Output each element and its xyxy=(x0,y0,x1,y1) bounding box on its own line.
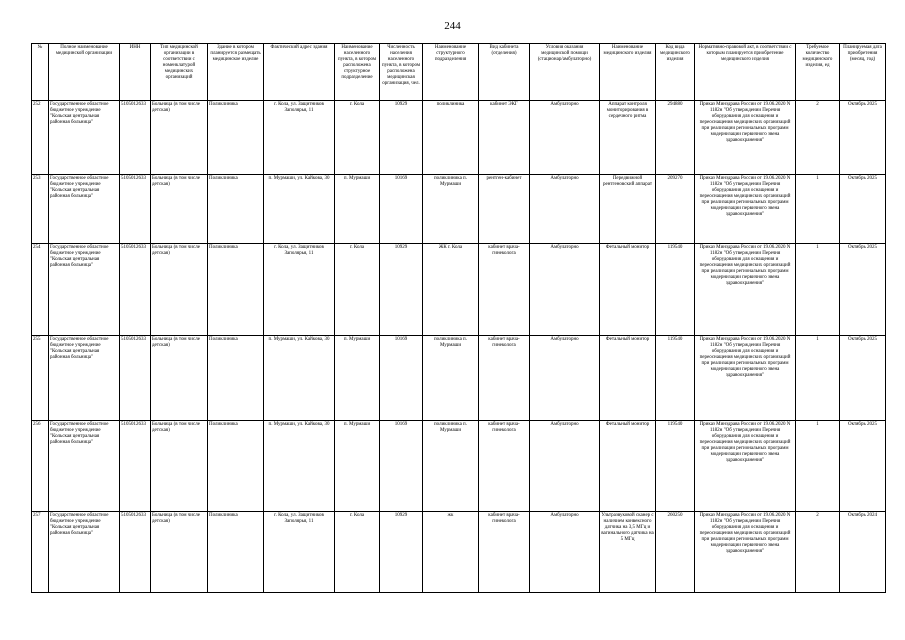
device-code: 119540 xyxy=(656,244,695,336)
building: Поликлиника xyxy=(208,244,264,336)
organization-name: Государственное областное бюджетное учреждение "Кольская центральная районная больница" xyxy=(49,512,120,593)
care-conditions: Амбулаторно xyxy=(530,336,600,421)
address: г. Кола, ул. Защитников Заполярья, 11 xyxy=(264,512,335,593)
settlement: г. Кола xyxy=(335,101,380,175)
population: 10169 xyxy=(380,421,423,512)
inn: 5105012633 xyxy=(120,336,151,421)
table-row xyxy=(32,421,886,512)
cabinet-type: кабинет врача-гинеколога xyxy=(479,336,530,421)
organization-name: Государственное областное бюджетное учреждение "Кольская центральная районная больница" xyxy=(49,175,120,244)
table-row xyxy=(32,336,886,421)
row-number: 253 xyxy=(32,175,49,244)
column-header: № xyxy=(32,44,49,101)
address: п. Мурмаши, ул. Кайкова, 30 xyxy=(264,175,335,244)
address: г. Кола, ул. Защитников Заполярья, 11 xyxy=(264,244,335,336)
device-name: Ультразвуковой сканер с наличием конвексного датчика на 3,5 МГц и вагинального датчика на 5 МГц xyxy=(600,512,656,593)
organization-name: Государственное областное бюджетное учреждение "Кольская центральная районная больница" xyxy=(49,336,120,421)
inn: 5105012633 xyxy=(120,512,151,593)
equipment-table xyxy=(31,43,886,593)
device-code: 294880 xyxy=(656,101,695,175)
building: Поликлиника xyxy=(208,175,264,244)
organization-name: Государственное областное бюджетное учреждение "Кольская центральная районная больница" xyxy=(49,101,120,175)
address: п. Мурмаши, ул. Кайкова, 30 xyxy=(264,336,335,421)
device-code: 209270 xyxy=(656,175,695,244)
row-number: 252 xyxy=(32,101,49,175)
organization-type: Больница (в том числе детская) xyxy=(151,336,208,421)
settlement: г. Кола xyxy=(335,244,380,336)
cabinet-type: кабинет ЭКГ xyxy=(479,101,530,175)
column-header: Фактический адрес здания xyxy=(264,44,335,101)
cabinet-type: рентген-кабинет xyxy=(479,175,530,244)
settlement: п. Мурмаши xyxy=(335,336,380,421)
quantity: 1 xyxy=(796,336,840,421)
column-header: Наименование населенного пункта, в котором расположена структурное подразделение xyxy=(335,44,380,101)
table-header-row xyxy=(32,44,886,101)
column-header: Требуемое количество медицинского изделия, ед xyxy=(796,44,840,101)
settlement: г. Кола xyxy=(335,512,380,593)
inn: 5105012633 xyxy=(120,175,151,244)
device-code: 119540 xyxy=(656,421,695,512)
quantity: 1 xyxy=(796,244,840,336)
care-conditions: Амбулаторно xyxy=(530,512,600,593)
building: Поликлиника xyxy=(208,421,264,512)
column-header: Планируемая дата приобретения (месяц, год) xyxy=(840,44,886,101)
column-header: Полное наименование медицинской организации xyxy=(49,44,120,101)
inn: 5105012633 xyxy=(120,101,151,175)
page-number: 244 xyxy=(444,20,461,32)
device-name: Передвижной рентгеновский аппарат xyxy=(600,175,656,244)
row-number: 256 xyxy=(32,421,49,512)
subdivision: поликлиника п. Мурмаши xyxy=(423,421,479,512)
population: 10929 xyxy=(380,244,423,336)
subdivision: поликлиника п. Мурмаши xyxy=(423,336,479,421)
device-name: Фетальный монитор xyxy=(600,244,656,336)
building: Поликлиника xyxy=(208,101,264,175)
legal-act: Приказ Минздрава России от 19.06.2020 N 1182н "Об утверждении Перечня оборудования для оснащения и переоснащения медицинских организаций при реализации региональных программ модернизации первичного звена здравоохранения" xyxy=(695,336,796,421)
subdivision: жк xyxy=(423,512,479,593)
population: 10169 xyxy=(380,336,423,421)
cabinet-type: кабинет врача-гинеколога xyxy=(479,512,530,593)
organization-type: Больница (в том числе детская) xyxy=(151,421,208,512)
table-row xyxy=(32,175,886,244)
purchase-date: Октябрь 2025 xyxy=(840,244,886,336)
population: 10929 xyxy=(380,101,423,175)
row-number: 254 xyxy=(32,244,49,336)
quantity: 2 xyxy=(796,101,840,175)
table-row xyxy=(32,244,886,336)
column-header: Вид кабинета (отделения) xyxy=(479,44,530,101)
device-code: 119540 xyxy=(656,336,695,421)
purchase-date: Октябрь 2025 xyxy=(840,175,886,244)
table-row xyxy=(32,512,886,593)
inn: 5105012633 xyxy=(120,244,151,336)
legal-act: Приказ Минздрава России от 19.06.2020 N 1182н "Об утверждении Перечня оборудования для оснащения и переоснащения медицинских организаций при реализации региональных программ модернизации первичного звена здравоохранения" xyxy=(695,421,796,512)
device-name: Фетальный монитор xyxy=(600,421,656,512)
column-header: ИНН xyxy=(120,44,151,101)
column-header: Наименование медицинского изделия xyxy=(600,44,656,101)
legal-act: Приказ Минздрава России от 19.06.2020 N 1182н "Об утверждении Перечня оборудования для оснащения и переоснащения медицинских организаций при реализации региональных программ модернизации первичного звена здравоохранения" xyxy=(695,175,796,244)
purchase-date: Октябрь 2025 xyxy=(840,336,886,421)
organization-type: Больница (в том числе детская) xyxy=(151,175,208,244)
purchase-date: Октябрь 2024 xyxy=(840,512,886,593)
device-name: Фетальный монитор xyxy=(600,336,656,421)
legal-act: Приказ Минздрава России от 19.06.2020 N 1182н "Об утверждении Перечня оборудования для оснащения и переоснащения медицинских организаций при реализации региональных программ модернизации первичного звена здравоохранения" xyxy=(695,512,796,593)
column-header: Здание в котором планируется размещать медицинское изделие xyxy=(208,44,264,101)
organization-type: Больница (в том числе детская) xyxy=(151,101,208,175)
address: г. Кола, ул. Защитников Заполярья, 11 xyxy=(264,101,335,175)
row-number: 257 xyxy=(32,512,49,593)
column-header: Нормативно-правовой акт, в соответствии с которым планируется приобретение медицинского изделия xyxy=(695,44,796,101)
legal-act: Приказ Минздрава России от 19.06.2020 N 1182н "Об утверждении Перечня оборудования для оснащения и переоснащения медицинских организаций при реализации региональных программ модернизации первичного звена здравоохранения" xyxy=(695,101,796,175)
inn: 5105012633 xyxy=(120,421,151,512)
column-header: Условия оказания медицинской помощи (стационар/амбулаторно) xyxy=(530,44,600,101)
subdivision: поликлиника п. Мурмаши xyxy=(423,175,479,244)
row-number: 255 xyxy=(32,336,49,421)
subdivision: поликлиника xyxy=(423,101,479,175)
legal-act: Приказ Минздрава России от 19.06.2020 N 1182н "Об утверждении Перечня оборудования для оснащения и переоснащения медицинских организаций при реализации региональных программ модернизации первичного звена здравоохранения" xyxy=(695,244,796,336)
column-header: Тип медицинской организации в соответствии с номенклатурой медицинских организаций xyxy=(151,44,208,101)
purchase-date: Октябрь 2025 xyxy=(840,421,886,512)
population: 10169 xyxy=(380,175,423,244)
building: Поликлиника xyxy=(208,336,264,421)
subdivision: ЖК г. Кола xyxy=(423,244,479,336)
device-name: Аппарат контроля мониторирования в сердечного ритма xyxy=(600,101,656,175)
column-header: Наименование структурного подразделения xyxy=(423,44,479,101)
quantity: 1 xyxy=(796,421,840,512)
care-conditions: Амбулаторно xyxy=(530,175,600,244)
care-conditions: Амбулаторно xyxy=(530,421,600,512)
device-code: 260250 xyxy=(656,512,695,593)
care-conditions: Амбулаторно xyxy=(530,244,600,336)
settlement: п. Мурмаши xyxy=(335,421,380,512)
table-row xyxy=(32,101,886,175)
quantity: 1 xyxy=(796,175,840,244)
settlement: п. Мурмаши xyxy=(335,175,380,244)
organization-name: Государственное областное бюджетное учреждение "Кольская центральная районная больница" xyxy=(49,244,120,336)
building: Поликлиника xyxy=(208,512,264,593)
quantity: 2 xyxy=(796,512,840,593)
organization-name: Государственное областное бюджетное учреждение "Кольская центральная районная больница" xyxy=(49,421,120,512)
organization-type: Больница (в том числе детская) xyxy=(151,512,208,593)
organization-type: Больница (в том числе детская) xyxy=(151,244,208,336)
column-header: Код вида медицинского изделия xyxy=(656,44,695,101)
column-header: Численность населения населенного пункта, в котором расположена медицинская организация, чел. xyxy=(380,44,423,101)
cabinet-type: кабинет врача-гинеколога xyxy=(479,244,530,336)
cabinet-type: кабинет врача-гинеколога xyxy=(479,421,530,512)
care-conditions: Амбулаторно xyxy=(530,101,600,175)
address: п. Мурмаши, ул. Кайкова, 30 xyxy=(264,421,335,512)
population: 10929 xyxy=(380,512,423,593)
purchase-date: Октябрь 2025 xyxy=(840,101,886,175)
